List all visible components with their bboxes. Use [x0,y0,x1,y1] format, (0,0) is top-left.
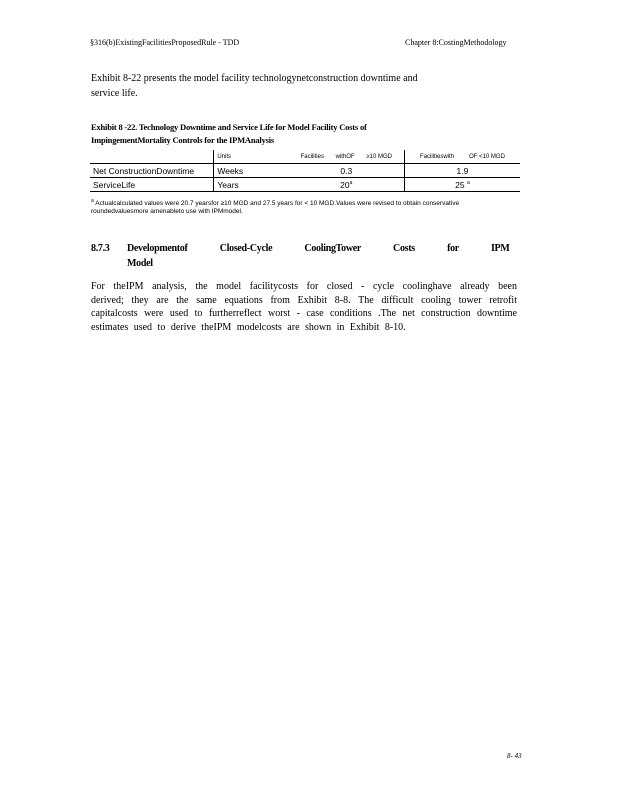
downtime-service-life-table [90,150,520,192]
running-header-right: Chapter 8:CostingMethodology [405,38,507,47]
row-value-ge10: 20 [340,179,350,190]
exhibit-caption-line-2: ImpingementMortality Controls for the IPMAnalysis [91,135,275,145]
section-heading [91,241,527,271]
row-units: Years [214,178,289,192]
table-corner-cell [90,150,214,164]
section-title-line-2: Model [127,258,153,269]
subheader-facilities-lt10 [404,150,520,164]
body-paragraph: For theIPM analysis, the model facilitycosts for closed - cycle coolinghave already been derived; they are the same equations from Exhibit 8-8. The difficult cooling tower retrofit capitalcosts were used to furtherreflect worst - case conditions .The net construction downtime estimates used to derive theIPM modelcosts are shown in Exhibit 8-10. [91,281,517,333]
running-header-left: §316(b)ExistingFacilitiesProposedRule - TDD [90,38,240,47]
subheader-facilitieswith: Facilitieswith [420,153,455,160]
table-row [90,178,520,192]
section-number: 8.7.3 [91,243,110,254]
row-label: Net ConstructionDowntime [90,164,214,178]
row-units: Weeks [214,164,289,178]
row-label: ServiceLife [90,178,214,192]
section-heading-line-1 [91,241,527,256]
row-value-lt10-cell [404,178,520,192]
section-title-line-1: Developmentof Closed-Cycle CoolingTower Costs for IPM [127,243,510,254]
footnote-marker: a [91,198,94,204]
table-row [90,164,520,178]
footnote-text: Actualcalculated values were 20.7 yearsfor ≥10 MGD and 27.5 years for < 10 MGD.Values were revised to obtain conservative roundedvaluesmore amenableto use with IPMmodel. [91,200,460,216]
row-value-ge10-cell [289,178,405,192]
footnote-marker: a [467,179,470,186]
row-value-lt10: 1.9 [404,164,520,178]
subheader-of-lt10: OF <10 MGD [469,153,505,160]
footnote-marker: a [349,179,353,186]
subheader-facilities: Facilities [300,153,324,160]
intro-line-2: service life. [91,88,138,99]
subheader-units: Units [214,150,289,164]
table-footnote [91,197,511,216]
intro-line-1: Exhibit 8-22 presents the model facility technologynetconstruction downtime and [91,73,418,84]
row-value-ge10: 0.3 [289,164,405,178]
subheader-with-of: withOF [335,153,355,160]
row-value-lt10: 25 [455,179,465,190]
subheader-ge10: ≥10 MGD [366,153,392,160]
table-subheader-row [90,150,520,164]
subheader-facilities-with-of [289,150,405,164]
exhibit-caption-line-1: Exhibit 8 -22. Technology Downtime and Service Life for Model Facility Costs of [91,122,367,132]
page-number: 8- 43 [507,752,522,760]
